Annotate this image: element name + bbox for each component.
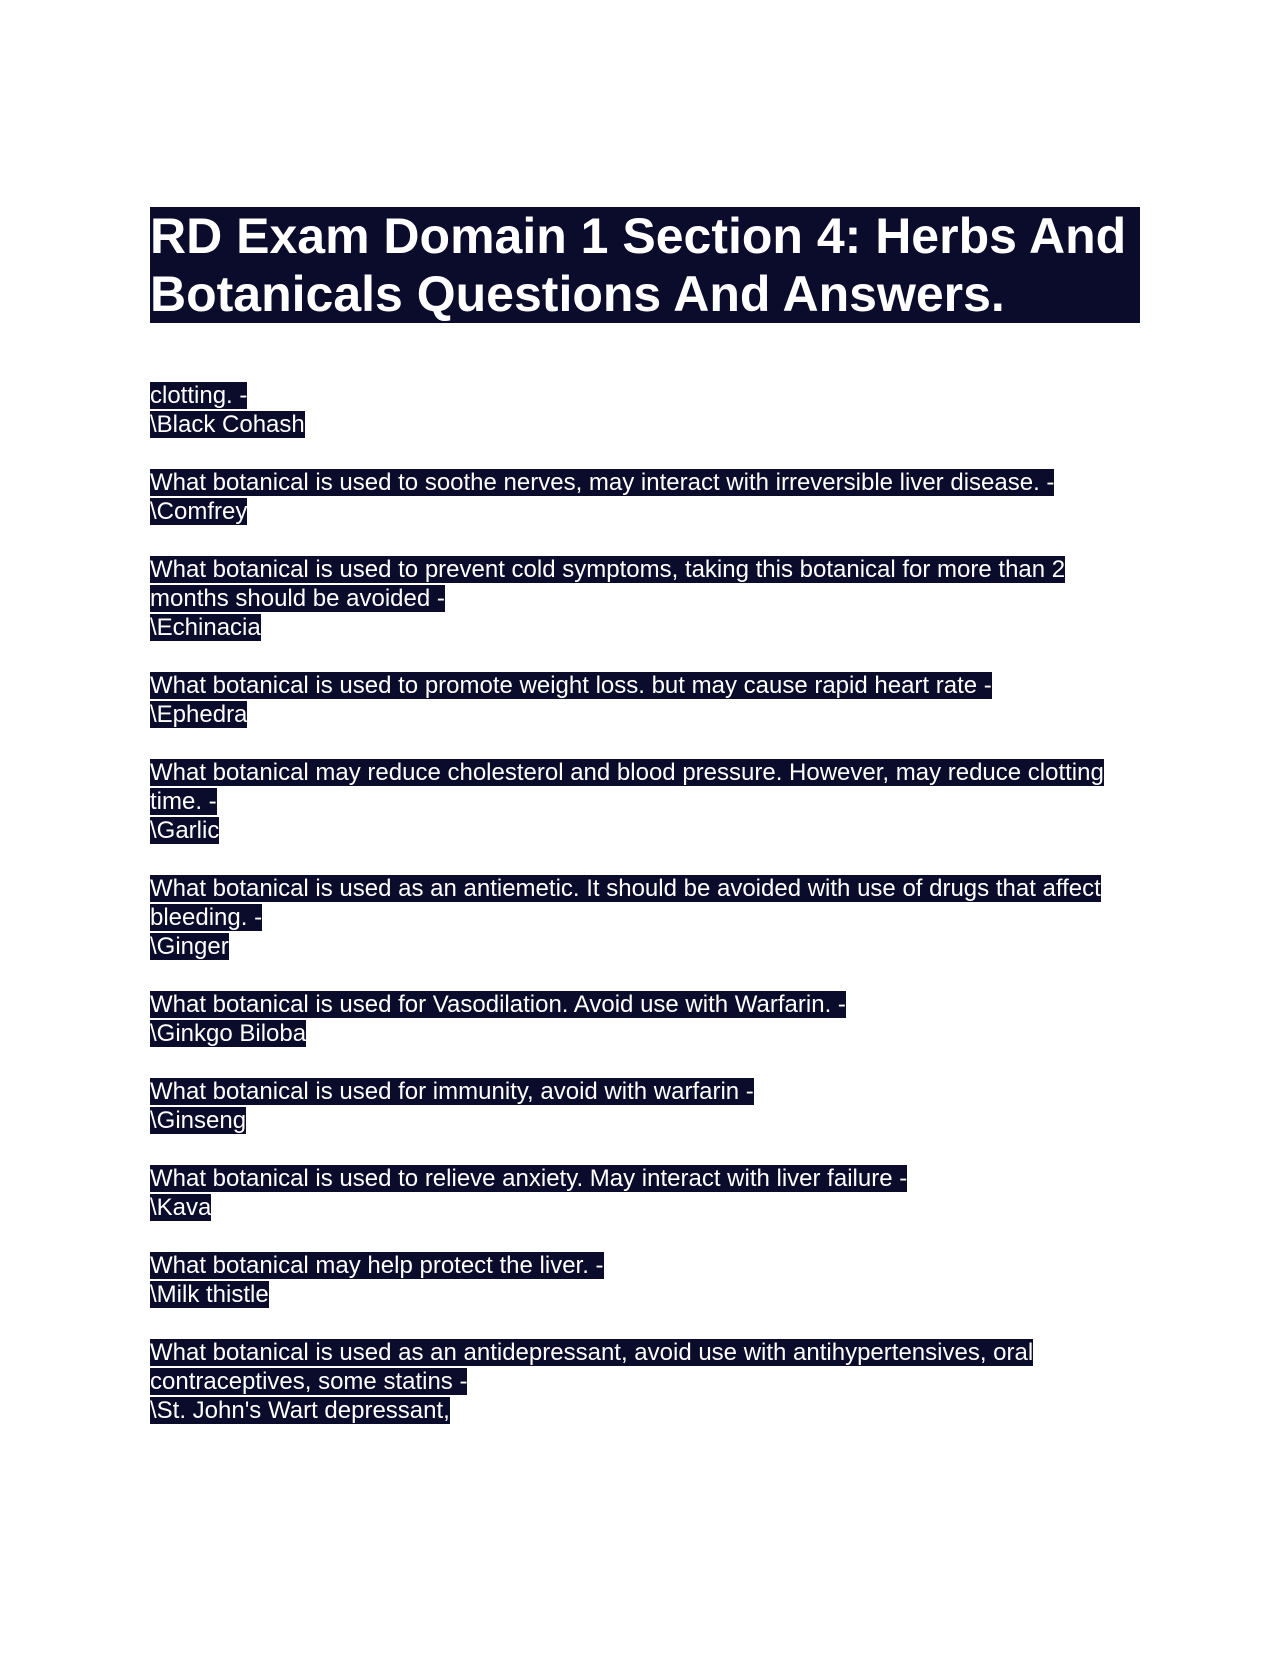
qa-item xyxy=(150,1164,1140,1222)
answer-text: \Garlic xyxy=(150,817,220,844)
question-text: What botanical may help protect the liver. - xyxy=(150,1252,604,1279)
answer-text: \Milk thistle xyxy=(150,1281,269,1308)
question-text: clotting. - xyxy=(150,382,248,409)
answer-text: \Comfrey xyxy=(150,498,248,525)
answer-text: \Kava xyxy=(150,1194,212,1221)
document-title: RD Exam Domain 1 Section 4: Herbs And Botanicals Questions And Answers. xyxy=(150,207,1140,323)
qa-item xyxy=(150,555,1140,642)
question-text: What botanical may reduce cholesterol and blood pressure. However, may reduce clotting time. - xyxy=(150,759,1104,815)
question-text: What botanical is used to prevent cold symptoms, taking this botanical for more than 2 months should be avoided - xyxy=(150,556,1066,612)
qa-item xyxy=(150,381,1140,439)
qa-item xyxy=(150,990,1140,1048)
question-text: What botanical is used as an antidepressant, avoid use with antihypertensives, oral contraceptives, some statins - xyxy=(150,1339,1034,1395)
answer-text: \Ginger xyxy=(150,933,229,960)
answer-text: \Ginkgo Biloba xyxy=(150,1020,307,1047)
qa-item xyxy=(150,874,1140,961)
document-page xyxy=(150,207,1140,1454)
qa-item xyxy=(150,758,1140,845)
answer-text: \Ephedra xyxy=(150,701,248,728)
question-text: What botanical is used to soothe nerves, may interact with irreversible liver disease. - xyxy=(150,469,1055,496)
qa-item xyxy=(150,1251,1140,1309)
qa-list xyxy=(150,381,1140,1425)
question-text: What botanical is used for immunity, avoid with warfarin - xyxy=(150,1078,754,1105)
qa-item xyxy=(150,1338,1140,1425)
answer-text: \Ginseng xyxy=(150,1107,247,1134)
answer-text: \Echinacia xyxy=(150,614,261,641)
answer-text: \St. John's Wart depressant, xyxy=(150,1397,450,1424)
question-text: What botanical is used to relieve anxiety. May interact with liver failure - xyxy=(150,1165,908,1192)
qa-item xyxy=(150,671,1140,729)
question-text: What botanical is used to promote weight loss. but may cause rapid heart rate - xyxy=(150,672,992,699)
qa-item xyxy=(150,1077,1140,1135)
qa-item xyxy=(150,468,1140,526)
question-text: What botanical is used as an antiemetic. It should be avoided with use of drugs that affect bleeding. - xyxy=(150,875,1101,931)
question-text: What botanical is used for Vasodilation. Avoid use with Warfarin. - xyxy=(150,991,846,1018)
answer-text: \Black Cohash xyxy=(150,411,305,438)
